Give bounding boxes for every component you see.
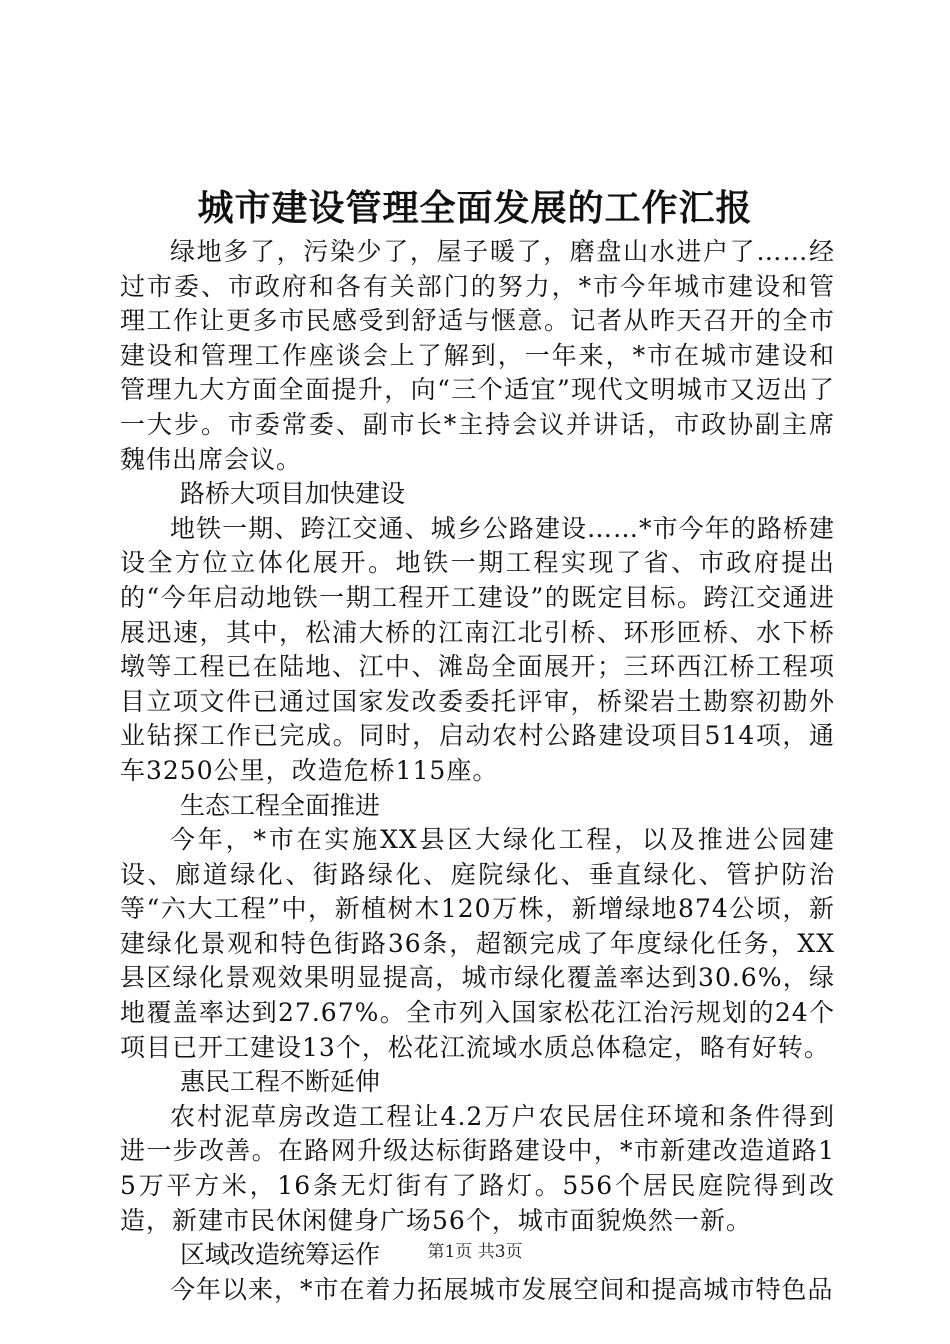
paragraph-public-welfare: 农村泥草房改造工程让4.2万户农民居住环境和条件得到进一步改善。在路网升级达标街路建设中，*市新建改造道路15万平方米，16条无灯街有了路灯。556个居民庭院得到改造，新建市民休闲健身广场56个，城市面貌焕然一新。	[120, 1101, 835, 1235]
page-footer: 第1页 共3页	[427, 1242, 523, 1262]
section-heading-regional-renovation: 区域改造统筹运作	[180, 1240, 381, 1270]
paragraph-intro: 绿地多了，污染少了，屋子暖了，磨盘山水进户了……经过市委、市政府和各有关部门的努力，*市今年城市建设和管理工作让更多市民感受到舒适与惬意。记者从昨天召开的全市建设和管理工作座谈会上了解到，一年来，*市在城市建设和管理九大方面全面提升，向“三个适宜”现代文明城市又迈出了一大步。市委常委、副市长*主持会议并讲话，市政协副主席魏伟出席会议。	[120, 237, 835, 474]
section-heading-ecology: 生态工程全面推进	[180, 790, 381, 820]
paragraph-roads-bridges: 地铁一期、跨江交通、城乡公路建设……*市今年的路桥建设全方位立体化展开。地铁一期工程实现了省、市政府提出的“今年启动地铁一期工程开工建设”的既定目标。跨江交通进展迅速，其中，松浦大桥的江南江北引桥、环形匝桥、水下桥墩等工程已在陆地、江中、滩岛全面展开；三环西江桥工程项目立项文件已通过国家发改委委托评审，桥梁岩土勘察初勘外业钻探工作已完成。同时，启动农村公路建设项目514项，通车3250公里，改造危桥115座。	[120, 513, 835, 785]
paragraph-regional-renovation: 今年以来，*市在着力拓展城市发展空间和提高城市特色品	[170, 1274, 834, 1304]
section-heading-public-welfare: 惠民工程不断延伸	[180, 1067, 381, 1097]
document-body	[120, 235, 835, 1307]
document-title: 城市建设管理全面发展的工作汇报	[197, 187, 753, 229]
section-heading-roads-bridges: 路桥大项目加快建设	[180, 479, 406, 509]
paragraph-ecology: 今年，*市在实施XX县区大绿化工程，以及推进公园建设、廊道绿化、街路绿化、庭院绿化、垂直绿化、管护防治等“六大工程”中，新植树木120万株，新增绿地874公顷，新建绿化景观和特色街路36条，超额完成了年度绿化任务，XX县区绿化景观效果明显提高，城市绿化覆盖率达到30.6%，绿地覆盖率达到27.67%。全市列入国家松花江治污规划的24个项目已开工建设13个，松花江流域水质总体稳定，略有好转。	[120, 825, 835, 1062]
